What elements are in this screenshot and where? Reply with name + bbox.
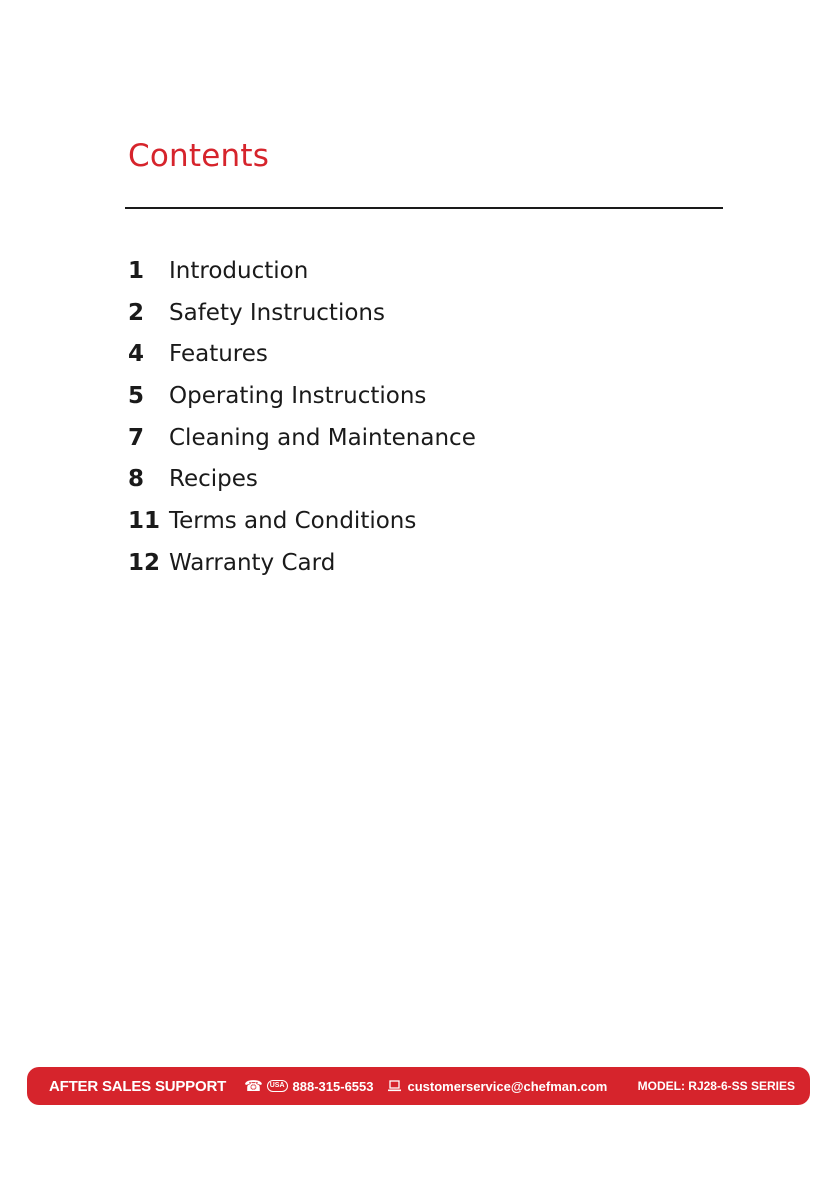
support-label: AFTER SALES SUPPORT: [49, 1077, 227, 1095]
support-phone[interactable]: 888-315-6553: [292, 1078, 374, 1094]
toc-label: Features: [169, 341, 268, 368]
toc-page-number: 11: [128, 507, 161, 534]
country-badge: USA: [267, 1080, 288, 1092]
toc-label: Recipes: [169, 466, 258, 493]
after-sales-support-banner: [27, 1067, 810, 1105]
toc-page-number: 1: [128, 257, 145, 284]
page-title: Contents: [128, 138, 270, 174]
toc-item-operating-instructions[interactable]: [128, 375, 476, 417]
toc-item-cleaning-and-maintenance[interactable]: [128, 417, 476, 459]
toc-label: Safety Instructions: [169, 299, 385, 326]
toc-item-safety-instructions[interactable]: [128, 292, 476, 334]
toc-label: Operating Instructions: [169, 382, 427, 409]
toc-page-number: 7: [128, 424, 145, 451]
toc-label: Introduction: [169, 257, 309, 284]
model-number: MODEL: RJ28-6-SS SERIES: [637, 1079, 795, 1093]
laptop-icon: [388, 1080, 401, 1092]
toc-item-features[interactable]: [128, 333, 476, 375]
toc-label: Warranty Card: [169, 549, 336, 576]
toc-page-number: 8: [128, 466, 145, 493]
toc-item-recipes[interactable]: [128, 458, 476, 500]
toc-item-terms-and-conditions[interactable]: [128, 500, 476, 542]
phone-icon: ☎: [244, 1077, 263, 1095]
toc-page-number: 12: [128, 549, 161, 576]
toc-page-number: 5: [128, 382, 145, 409]
toc-page-number: 2: [128, 299, 145, 326]
toc-label: Terms and Conditions: [169, 507, 417, 534]
toc-page-number: 4: [128, 341, 145, 368]
title-divider: [125, 207, 723, 209]
toc-label: Cleaning and Maintenance: [169, 424, 476, 451]
table-of-contents: [128, 250, 476, 584]
toc-item-warranty-card[interactable]: [128, 542, 476, 584]
support-email[interactable]: customerservice@chefman.com: [407, 1078, 608, 1094]
toc-item-introduction[interactable]: [128, 250, 476, 292]
